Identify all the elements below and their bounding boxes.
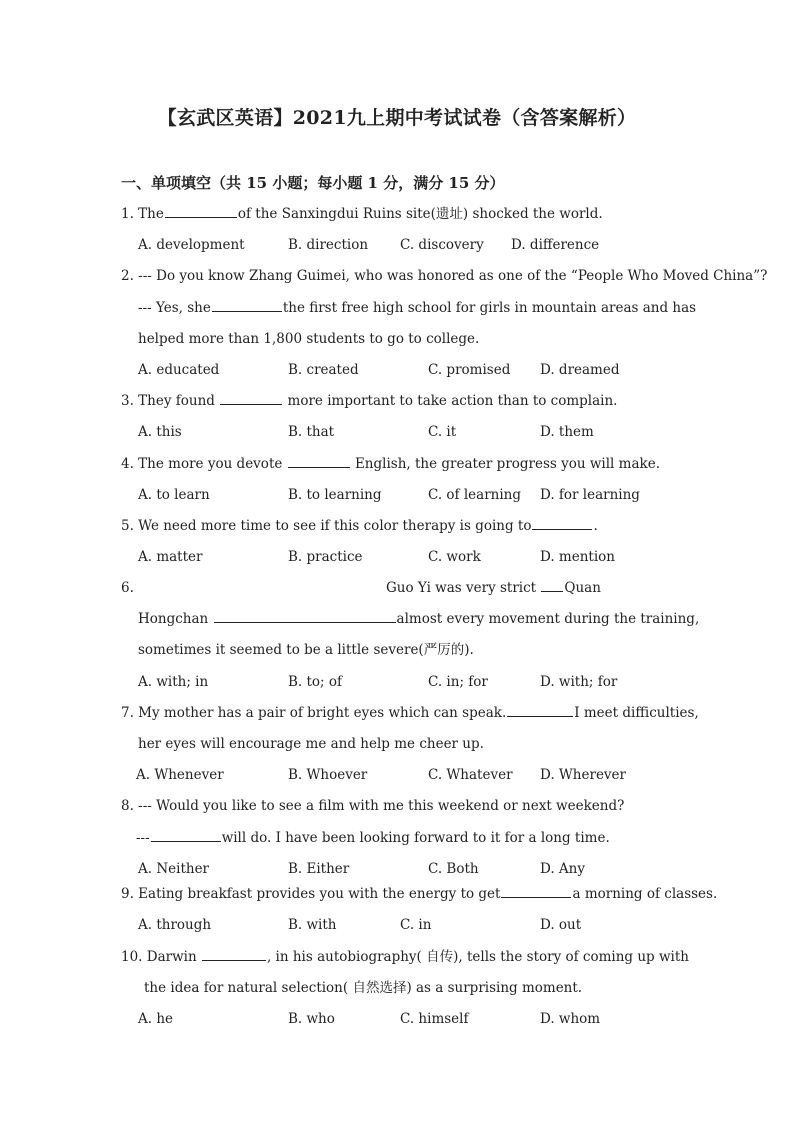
option-d: D. out <box>540 917 582 933</box>
option-d: D. Any <box>540 861 585 877</box>
question-2-line-3: helped more than 1,800 students to go to college. <box>138 331 480 347</box>
question-text: more important to take action than to complain. <box>287 393 618 409</box>
question-6 <box>386 579 601 597</box>
question-10 <box>121 948 689 966</box>
question-8: 8. --- Would you like to see a film with me this weekend or next weekend? <box>121 798 625 814</box>
question-text: , in his autobiography( 自传), tells the story of coming up with <box>266 949 689 965</box>
option-b: B. with <box>288 917 337 933</box>
question-text: almost every movement during the training, <box>396 611 700 627</box>
option-c: C. discovery <box>400 237 484 253</box>
question-text: 1. The <box>121 206 164 222</box>
option-c: C. of learning <box>428 487 522 503</box>
option-a: A. with; in <box>138 674 209 690</box>
question-8-line-2 <box>136 829 610 847</box>
question-3 <box>121 392 617 410</box>
option-c: C. Both <box>428 861 479 877</box>
question-6-line-3: sometimes it seemed to be a little severe(严厉的). <box>138 642 474 658</box>
question-5 <box>121 517 598 535</box>
option-c: C. in <box>400 917 432 933</box>
section-heading: 一、单项填空（共 15 小题；每小题 1 分，满分 15 分） <box>121 174 505 192</box>
question-text: --- <box>136 830 150 846</box>
option-c: C. Whatever <box>428 767 513 783</box>
option-a: A. matter <box>138 549 203 565</box>
question-7 <box>121 704 699 722</box>
question-text: 7. My mother has a pair of bright eyes which can speak. <box>121 705 507 721</box>
option-b: B. that <box>288 424 335 440</box>
answer-blank <box>151 829 221 842</box>
question-2-line-2 <box>138 299 696 317</box>
question-2: 2. --- Do you know Zhang Guimei, who was honored as one of the “People Who Moved China”? <box>121 268 768 284</box>
option-b: B. who <box>288 1011 335 1027</box>
question-text: 10. Darwin <box>121 949 197 965</box>
option-d: D. for learning <box>540 487 640 503</box>
option-b: B. created <box>288 362 359 378</box>
question-text: English, the greater progress you will make. <box>354 456 660 472</box>
question-text: Hongchan <box>138 611 209 627</box>
question-text: of the Sanxingdui Ruins site(遗址) shocked the world. <box>237 206 603 222</box>
question-9 <box>121 885 717 903</box>
question-text: I meet difficulties, <box>574 705 699 721</box>
question-text: a morning of classes. <box>572 886 718 902</box>
question-text: 3. They found <box>121 393 215 409</box>
answer-blank <box>541 579 563 592</box>
option-d: D. mention <box>540 549 615 565</box>
answer-blank <box>532 517 592 530</box>
option-d: D. with; for <box>540 674 618 690</box>
question-text: 5. We need more time to see if this color therapy is going to <box>121 518 532 534</box>
option-c: C. work <box>428 549 481 565</box>
answer-blank <box>220 392 282 405</box>
option-d: D. whom <box>540 1011 601 1027</box>
question-text: 4. The more you devote <box>121 456 283 472</box>
option-a: A. to learn <box>138 487 210 503</box>
question-text: Quan <box>564 580 601 596</box>
question-6-line-2 <box>138 610 699 628</box>
answer-blank <box>214 610 396 623</box>
question-1 <box>121 205 603 223</box>
answer-blank <box>288 455 350 468</box>
question-text: --- Yes, she <box>138 300 211 316</box>
question-7-line-2: her eyes will encourage me and help me cheer up. <box>138 736 484 752</box>
option-d: D. Wherever <box>540 767 626 783</box>
option-a: A. development <box>138 237 245 253</box>
option-a: A. he <box>138 1011 174 1027</box>
option-a: A. Neither <box>138 861 210 877</box>
option-b: B. Whoever <box>288 767 368 783</box>
question-10-line-2: the idea for natural selection( 自然选择) as a surprising moment. <box>144 980 583 996</box>
answer-blank <box>507 704 573 717</box>
answer-blank <box>212 299 282 312</box>
option-a: A. through <box>138 917 212 933</box>
option-b: B. Either <box>288 861 350 877</box>
option-a: A. this <box>138 424 182 440</box>
question-4 <box>121 455 660 473</box>
option-a: A. Whenever <box>136 767 224 783</box>
question-text: will do. I have been looking forward to it for a long time. <box>221 830 610 846</box>
question-text: 9. Eating breakfast provides you with the energy to get <box>121 886 501 902</box>
option-b: B. practice <box>288 549 363 565</box>
question-6-number: 6. <box>121 580 134 596</box>
option-d: D. dreamed <box>540 362 620 378</box>
option-c: C. himself <box>400 1011 469 1027</box>
answer-blank <box>501 885 571 898</box>
option-a: A. educated <box>138 362 220 378</box>
answer-blank <box>165 205 237 218</box>
document-title: 【玄武区英语】2021九上期中考试试卷（含答案解析） <box>157 107 637 129</box>
option-c: C. it <box>428 424 457 440</box>
option-d: D. them <box>540 424 594 440</box>
option-c: C. in; for <box>428 674 488 690</box>
option-d: D. difference <box>511 237 600 253</box>
option-b: B. direction <box>288 237 369 253</box>
option-b: B. to; of <box>288 674 343 690</box>
option-b: B. to learning <box>288 487 382 503</box>
question-text: . <box>593 518 598 534</box>
question-text: the first free high school for girls in mountain areas and has <box>282 300 697 316</box>
option-c: C. promised <box>428 362 511 378</box>
question-text: Guo Yi was very strict <box>386 580 537 596</box>
answer-blank <box>202 948 266 961</box>
